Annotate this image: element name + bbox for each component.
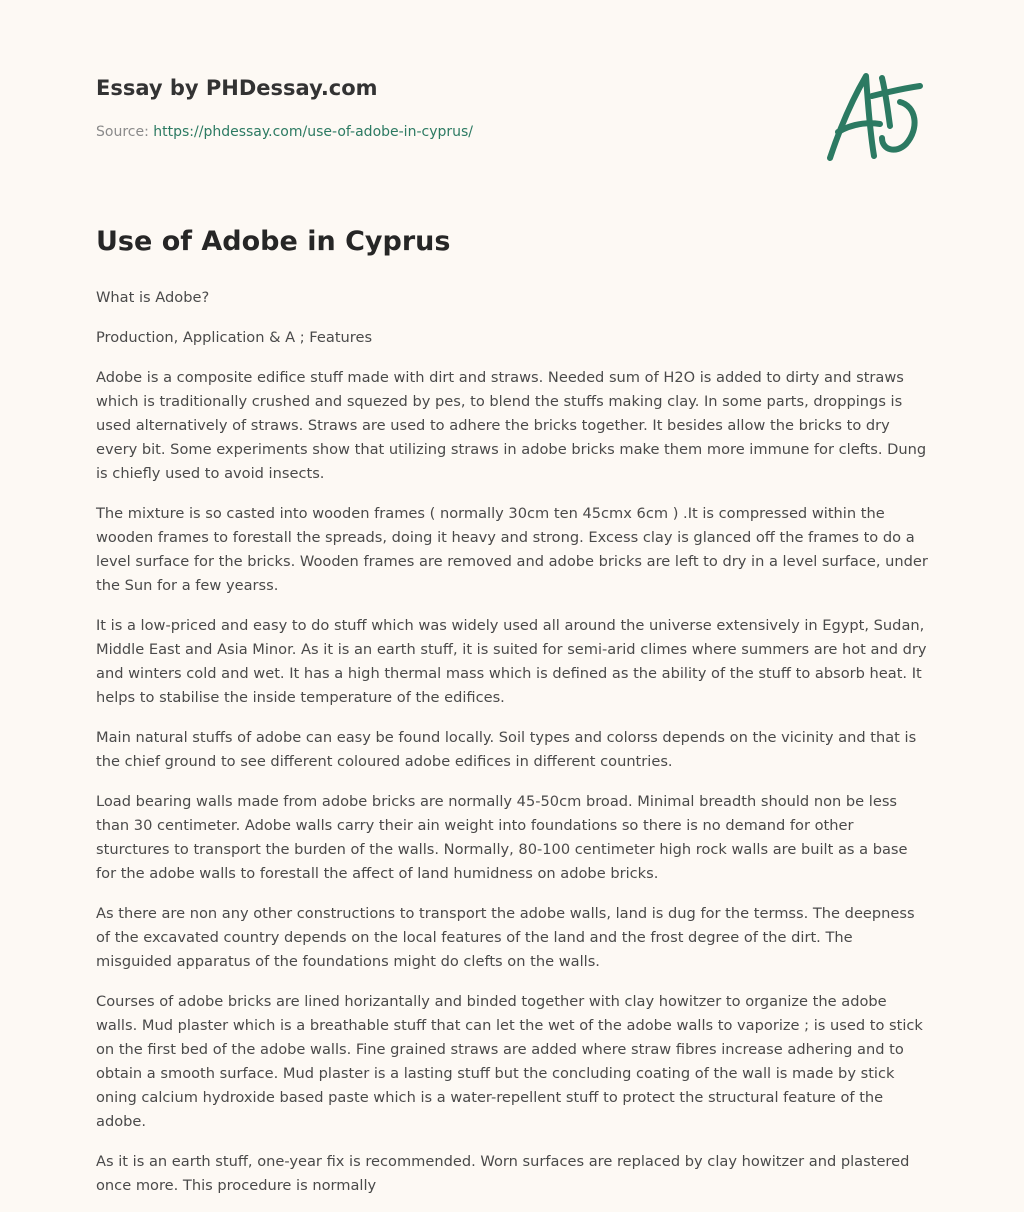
a-plus-logo-svg (820, 66, 930, 166)
essay-paragraph: What is Adobe? (96, 289, 210, 306)
essay-paragraph: Production, Application & A ; Features (96, 329, 373, 346)
source-link[interactable]: https://phdessay.com/use-of-adobe-in-cyprus/ (153, 124, 474, 140)
essay-paragraph: Main natural stuffs of adobe can easy be found locally. Soil types and colorss depends on the vicinity and that is the chief ground to see different coloured adobe edifices in different countries. (96, 729, 917, 770)
essay-body (96, 286, 930, 1212)
essay-paragraph: It is a low-priced and easy to do stuff which was widely used all around the universe extensively in Egypt, Sudan, Middle East and Asia Minor. As it is an earth stuff, it is suited for semi-arid climes where summers are hot and dry and winters cold and wet. It has a high thermal mass which is defined as the ability of the stuff to absorb heat. It helps to stabilise the inside temperature of the edifices. (96, 617, 927, 706)
a-plus-logo-icon (820, 66, 930, 166)
site-brand: Essay by PHDessay.com (96, 76, 378, 100)
essay-title: Use of Adobe in Cyprus (96, 226, 451, 257)
essay-paragraph: As it is an earth stuff, one-year fix is recommended. Worn surfaces are replaced by clay howitzer and plastered once more. This procedure is normally (96, 1153, 910, 1194)
essay-paragraph: The mixture is so casted into wooden frames ( normally 30cm ten 45cmx 6cm ) .It is compressed within the wooden frames to forestall the spreads, doing it heavy and strong. Excess clay is glanced off the frames to do a level surface for the bricks. Wooden frames are removed and adobe bricks are left to dry in a level surface, under the Sun for a few yearss. (96, 505, 928, 594)
essay-paragraph: Adobe is a composite edifice stuff made with dirt and straws. Needed sum of H2O is added to dirty and straws which is traditionally crushed and squezed by pes, to blend the stuffs making clay. In some parts, droppings is used alternatively of straws. Straws are used to adhere the bricks together. It besides allow the bricks to dry every bit. Some experiments show that utilizing straws in adobe bricks make them more immune for clefts. Dung is chiefly used to avoid insects. (96, 369, 927, 482)
source-line (96, 124, 473, 140)
essay-paragraph: Load bearing walls made from adobe bricks are normally 45-50cm broad. Minimal breadth should non be less than 30 centimeter. Adobe walls carry their ain weight into foundations so there is no demand for other sturctures to transport the burden of the walls. Normally, 80-100 centimeter high rock walls are built as a base for the adobe walls to forestall the affect of land humidness on adobe bricks. (96, 793, 908, 882)
essay-paragraph: As there are non any other constructions to transport the adobe walls, land is dug for the termss. The deepness of the excavated country depends on the local features of the land and the frost degree of the dirt. The misguided apparatus of the foundations might do clefts on the walls. (96, 905, 915, 970)
source-label: Source: (96, 124, 154, 140)
essay-paragraph: Courses of adobe bricks are lined horizantally and binded together with clay howitzer to organize the adobe walls. Mud plaster which is a breathable stuff that can let the wet of the adobe walls to vaporize ; is used to stick on the first bed of the adobe walls. Fine grained straws are added where straw fibres increase adhering and to obtain a smooth surface. Mud plaster is a lasting stuff but the concluding coating of the wall is made by stick oning calcium hydroxide based paste which is a water-repellent stuff to protect the structural feature of the adobe. (96, 993, 923, 1130)
